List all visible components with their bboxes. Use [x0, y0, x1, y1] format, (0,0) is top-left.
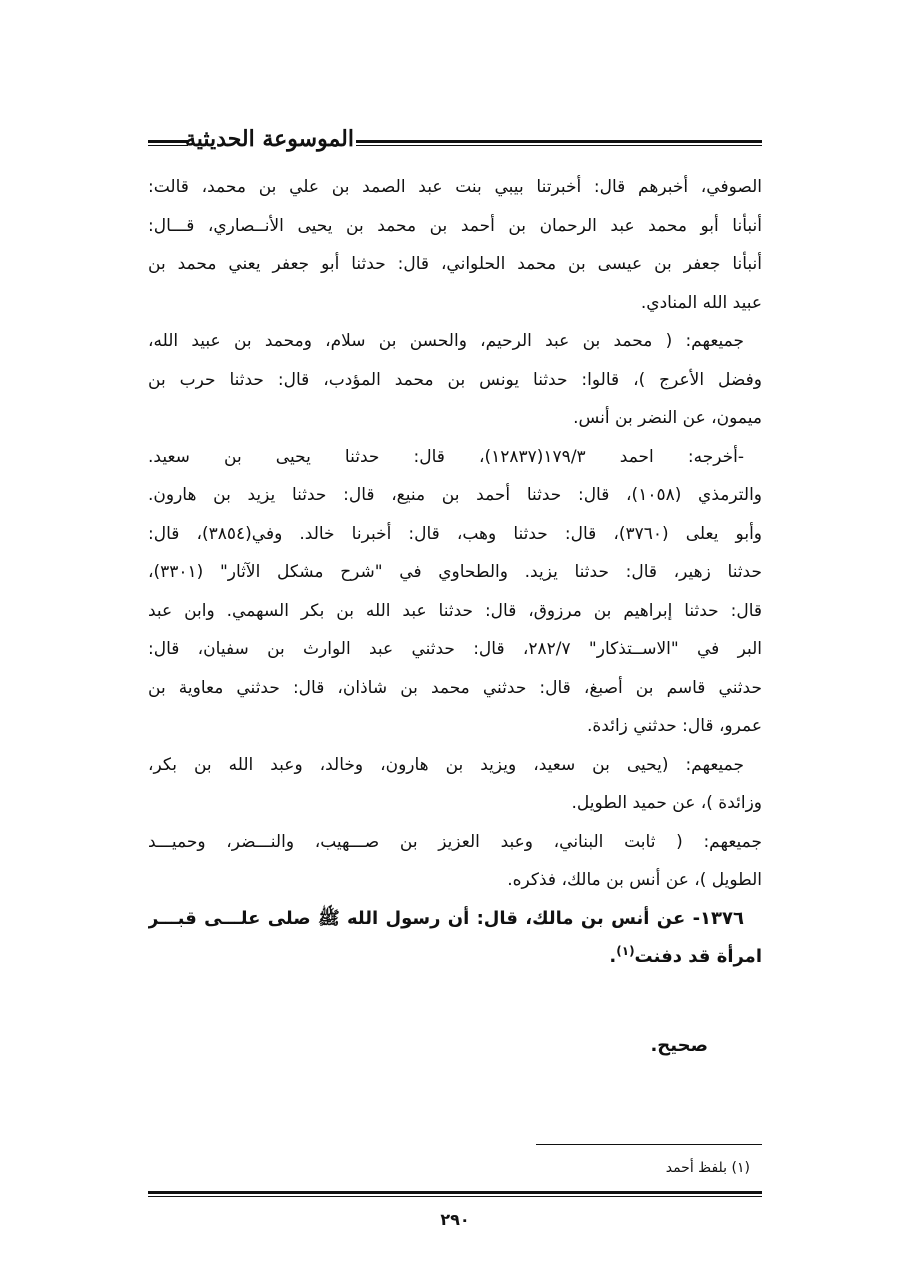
body-line: حدثني قاسم بن أصبغ، قال: حدثني محمد بن شاذان، قال: حدثني معاوية بن — [148, 677, 762, 698]
body-line: أنبأنا أبو محمد عبد الرحمان بن أحمد بن محمد بن يحيى الأنــصاري، قـــال: — [148, 215, 762, 236]
header-title: الموسوعة الحديثية — [184, 126, 354, 152]
hadith-line: ١٣٧٦- عن أنس بن مالك، قال: أن رسول الله ﷺ صلى علـــى قبـــر — [148, 907, 744, 929]
body-line: جميعهم: ( ثابت البناني، وعبد العزيز بن صـــهيب، والنـــضر، وحميـــد — [148, 831, 762, 852]
header-rule-right — [356, 140, 762, 146]
body-line: ميمون، عن النضر بن أنس. — [573, 408, 762, 428]
body-line: قال: حدثنا إبراهيم بن مرزوق، قال: حدثنا عبد الله بن بكر السهمي. وابن عبد — [148, 600, 762, 621]
page-header — [148, 122, 762, 162]
footnote-reference: (١) — [616, 944, 635, 958]
hadith-verdict: صحيح. — [650, 1035, 708, 1056]
body-line: وفضل الأعرج )، قالوا: حدثنا يونس بن محمد المؤدب، قال: حدثنا حرب بن — [148, 369, 762, 390]
hadith-line — [148, 938, 762, 977]
body-line: والترمذي (١٠٥٨)، قال: حدثنا أحمد بن منيع، قال: حدثنا يزيد بن هارون. — [148, 485, 762, 505]
body-line: جميعهم: (يحيى بن سعيد، ويزيد بن هارون، وخالد، وعبد الله بن بكر، — [148, 754, 744, 775]
body-line: حدثنا زهير، قال: حدثنا يزيد. والطحاوي في "شرح مشكل الآثار" (٣٣٠١)، — [148, 562, 762, 582]
body-line: عبيد الله المنادي. — [640, 292, 762, 313]
hadith-line-text: امرأة قد دفنت — [634, 946, 762, 967]
footnote-text: (١) بلفظ أحمد — [665, 1160, 750, 1176]
body-line: البر في "الاســتذكار" ٢٨٢/٧، قال: حدثني عبد الوارث بن سفيان، قال: — [148, 639, 762, 659]
body-line: وأبو يعلى (٣٧٦٠)، قال: حدثنا وهب، قال: أخبرنا خالد. وفي(٣٨٥٤)، قال: — [148, 523, 762, 544]
footnote-separator — [536, 1144, 762, 1145]
body-line: أنبأنا جعفر بن عيسى بن محمد الحلواني، قال: حدثنا أبو جعفر يعني محمد بن — [148, 254, 762, 274]
page-number: ٢٩٠ — [440, 1210, 470, 1229]
header-rule-left — [148, 140, 188, 146]
footer-rule — [148, 1191, 762, 1197]
body-line: الصوفي، أخبرهم قال: أخبرتنا بيبي بنت عبد الصمد بن علي بن محمد، قالت: — [148, 177, 762, 197]
body-line: عمرو، قال: حدثني زائدة. — [586, 716, 762, 736]
body-line: -أخرجه: احمد ١٧٩/٣(١٢٨٣٧)، قال: حدثنا يحيى بن سعيد. — [148, 446, 744, 467]
body-text — [148, 168, 762, 977]
body-line: جميعهم: ( محمد بن عبد الرحيم، والحسن بن سلام، ومحمد بن عبيد الله، — [148, 331, 744, 351]
body-line: الطويل )، عن أنس بن مالك، فذكره. — [507, 870, 762, 890]
hadith-line-end: . — [609, 946, 617, 967]
body-line: وزائدة )، عن حميد الطويل. — [571, 793, 762, 813]
